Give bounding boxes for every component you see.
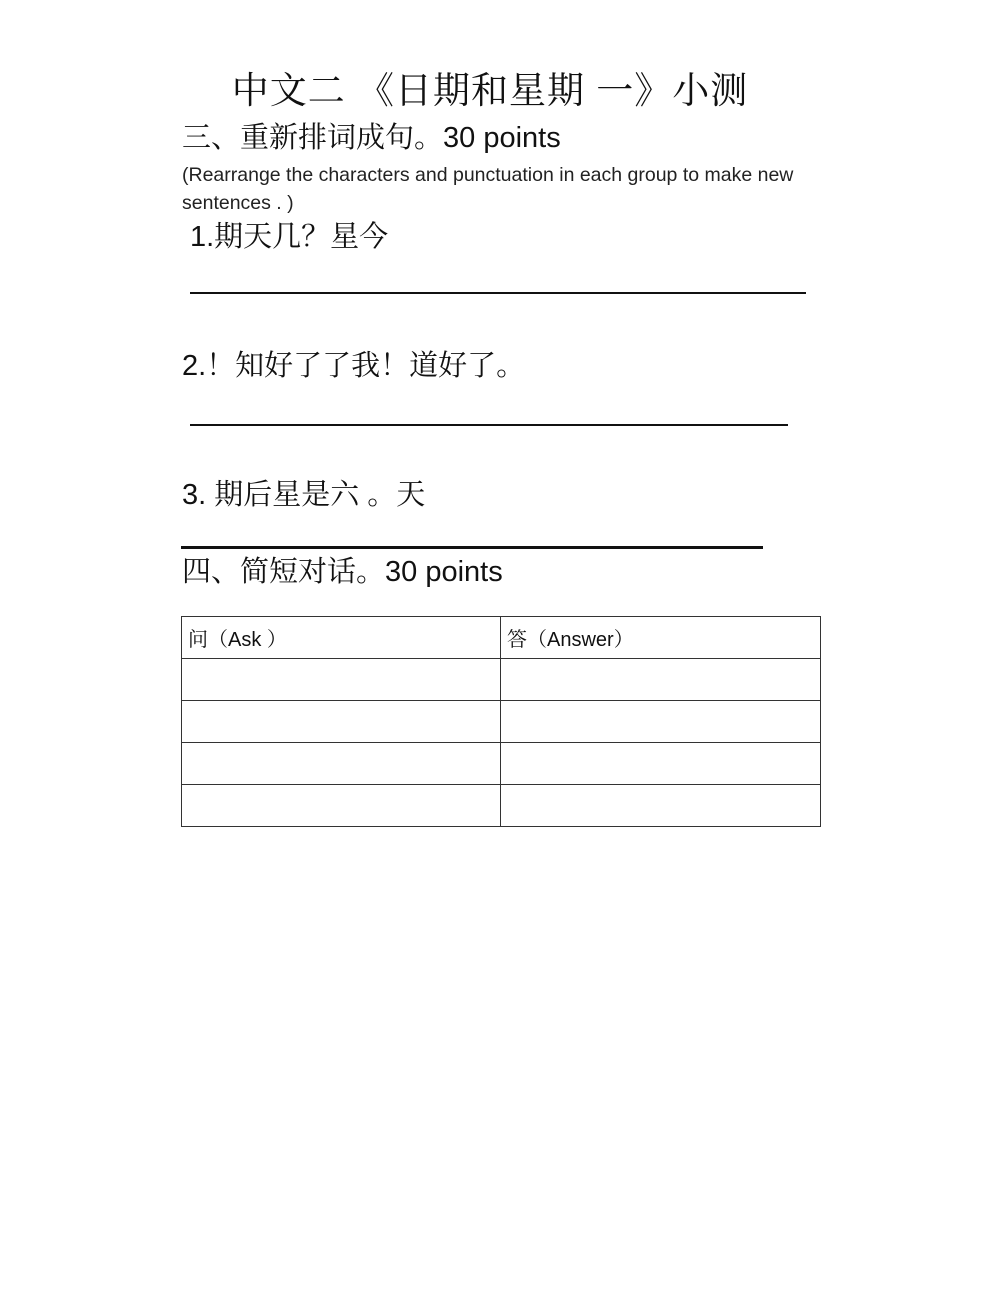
- ask-cell-4[interactable]: [182, 785, 501, 827]
- table-row: [182, 701, 821, 743]
- section-3-instructions: (Rearrange the characters and punctuation in each group to make new sentences . ): [182, 164, 794, 214]
- answer-cell-4[interactable]: [501, 785, 821, 827]
- question-1: 1.期天几？星今: [190, 221, 389, 253]
- page-title: 中文二 《日期和星期 一》小测: [231, 70, 749, 111]
- table-header-row: [182, 617, 821, 659]
- answer-line-3[interactable]: [181, 546, 763, 549]
- section-3-heading: 三、重新排词成句。30 points: [182, 122, 561, 154]
- dialogue-table: [181, 616, 821, 827]
- question-3: 3. 期后星是六 。天: [182, 479, 426, 511]
- answer-cell-1[interactable]: [501, 659, 821, 701]
- header-answer: 答（Answer）: [501, 617, 821, 659]
- ask-cell-3[interactable]: [182, 743, 501, 785]
- answer-line-2[interactable]: [190, 424, 788, 426]
- section-4-heading: 四、简短对话。30 points: [182, 556, 503, 588]
- table-row: [182, 659, 821, 701]
- ask-cell-2[interactable]: [182, 701, 501, 743]
- header-ask: 问（Ask ）: [182, 617, 501, 659]
- table-row: [182, 785, 821, 827]
- answer-line-1[interactable]: [190, 292, 806, 294]
- table-row: [182, 743, 821, 785]
- answer-cell-2[interactable]: [501, 701, 821, 743]
- question-2: 2.！知好了了我！道好了。: [182, 350, 526, 382]
- answer-cell-3[interactable]: [501, 743, 821, 785]
- ask-cell-1[interactable]: [182, 659, 501, 701]
